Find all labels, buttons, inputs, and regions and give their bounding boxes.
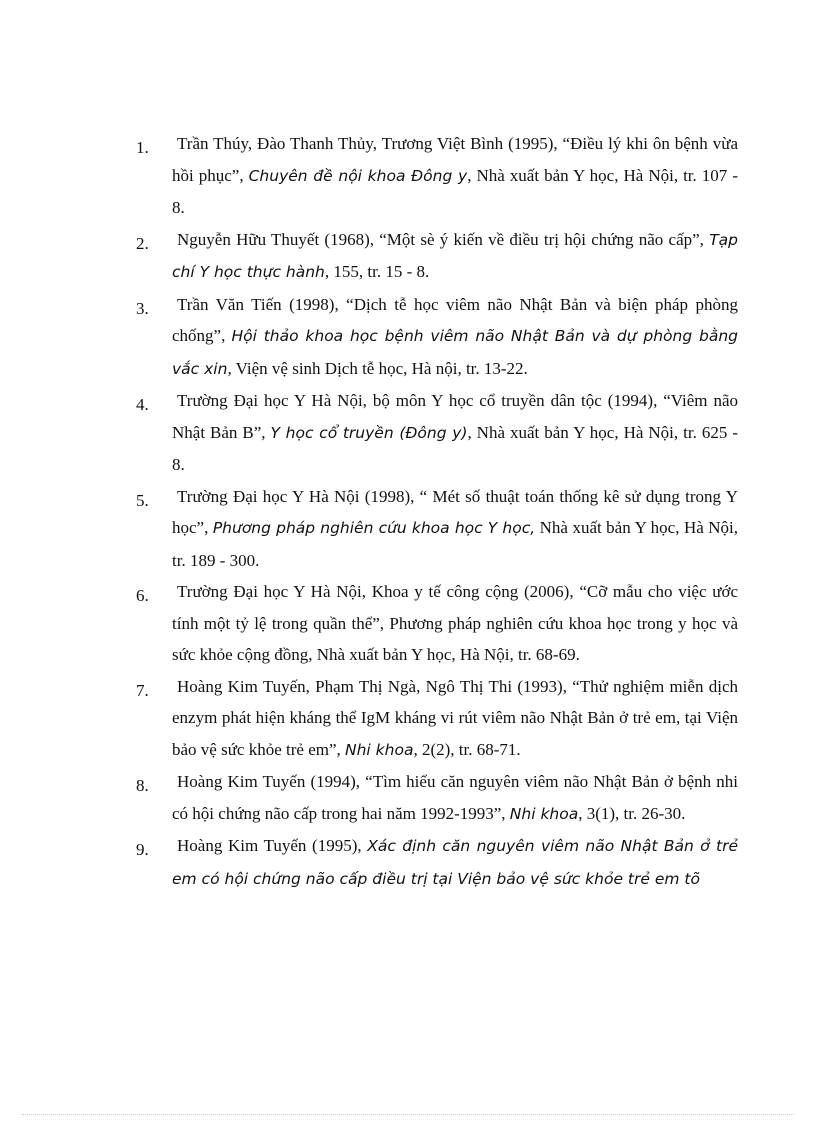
reference-text-segment: Trường Đại học Y Hà Nội, Khoa y tế công cộng (2006), “Cỡ mẫu cho việc ước tính một tỷ lệ trong quần thể”, Phương pháp nghiên cứu khoa học trong y học và sức khỏe cộng đồng, Nhà xuất bản Y học, Hà Nội, tr. 68-69. bbox=[172, 582, 738, 664]
reference-source-title: Phương pháp nghiên cứu khoa học Y học, bbox=[212, 519, 536, 537]
reference-text bbox=[172, 289, 738, 386]
reference-number: 4. bbox=[136, 395, 149, 414]
reference-text-segment: Nguyễn Hữu Thuyết (1968), “Một sè ý kiến về điều trị hội chứng não cấp”, bbox=[177, 229, 710, 249]
reference-item bbox=[0, 671, 738, 767]
reference-item bbox=[0, 385, 738, 481]
reference-text-segment: , Viện vệ sinh Dịch tễ học, Hà nội, tr. 13-22. bbox=[227, 358, 528, 378]
page-bottom-rule bbox=[22, 1114, 794, 1115]
reference-text bbox=[172, 481, 738, 577]
reference-text-segment: Trường Đại học Y Hà Nội, bộ môn Y học cổ truyền dân tộc (1994), “Viêm não Nhật Bản B”, bbox=[172, 391, 738, 442]
reference-text bbox=[172, 128, 738, 224]
reference-number: 1. bbox=[136, 138, 149, 157]
reference-source-title: Tạp chí Y học thực hành bbox=[172, 230, 738, 281]
reference-text bbox=[172, 385, 738, 481]
reference-text-segment: Hoàng Kim Tuyến (1994), “Tìm hiểu căn nguyên viêm não Nhật Bản ở bệnh nhi có hội chứng não cấp trong hai năm 1992-1993”, bbox=[172, 772, 738, 823]
reference-item bbox=[0, 576, 738, 671]
reference-number: 5. bbox=[136, 490, 149, 510]
reference-text-segment: Nhà xuất bản Y học, Hà Nội, tr. 189 - 300. bbox=[172, 518, 738, 570]
reference-text bbox=[172, 671, 738, 767]
reference-item bbox=[0, 766, 738, 830]
reference-text-segment: Trần Văn Tiến (1998), “Dịch tễ học viêm não Nhật Bản và biện pháp phòng chống”, bbox=[172, 294, 738, 345]
reference-text-segment: Trường Đại học Y Hà Nội (1998), “ Mét số thuật toán thống kê sử dụng trong Y học”, bbox=[172, 486, 738, 537]
reference-source-title: Y học cổ truyền (Đông y) bbox=[270, 423, 468, 442]
reference-item bbox=[0, 224, 738, 289]
reference-text-segment: Hoàng Kim Tuyến (1995), bbox=[177, 836, 368, 855]
reference-item bbox=[0, 830, 738, 895]
reference-text-segment: , Nhà xuất bản Y học, Hà Nội, tr. 107 - 8. bbox=[172, 165, 738, 217]
reference-number: 9. bbox=[136, 840, 149, 859]
reference-source-title: Nhi khoa bbox=[345, 740, 414, 759]
reference-source-title: Xác định căn nguyên viêm não Nhật Bản ở trẻ em có hội chứng não cấp điều trị tại Viện bảo vệ sức khỏe trẻ em tõ bbox=[172, 837, 738, 888]
reference-text-segment: , 155, tr. 15 - 8. bbox=[324, 262, 430, 281]
reference-source-title: Hội thảo khoa học bệnh viêm não Nhật Bản và dự phòng bằng vắc xin bbox=[172, 327, 738, 378]
reference-text bbox=[172, 224, 738, 289]
reference-text-segment: , 2(2), tr. 68-71. bbox=[413, 739, 521, 759]
reference-text bbox=[172, 576, 738, 671]
reference-text-segment: , 3(1), tr. 26-30. bbox=[578, 803, 686, 823]
reference-source-title: Chuyên đề nội khoa Đông y bbox=[248, 166, 468, 185]
reference-text-segment: , Nhà xuất bản Y học, Hà Nội, tr. 625 - 8. bbox=[172, 422, 738, 474]
reference-source-title: Nhi khoa bbox=[509, 804, 579, 823]
reference-item bbox=[0, 481, 738, 577]
reference-number: 6. bbox=[136, 586, 149, 605]
reference-text bbox=[172, 830, 738, 895]
reference-item bbox=[0, 128, 738, 224]
reference-list bbox=[0, 128, 816, 895]
reference-text bbox=[172, 766, 738, 830]
reference-number: 7. bbox=[136, 680, 149, 700]
reference-text-segment: Trần Thúy, Đào Thanh Thủy, Trương Việt Bình (1995), “Điều lý khi ôn bệnh vừa hồi phục”, bbox=[172, 134, 738, 185]
reference-number: 2. bbox=[136, 233, 149, 253]
reference-item bbox=[0, 289, 738, 386]
reference-text-segment: Hoàng Kim Tuyến, Phạm Thị Ngà, Ngô Thị Thi (1993), “Thử nghiệm miễn dịch enzym phát hiện kháng thể IgM kháng vi rút viêm não Nhật Bản ở trẻ em, tại Viện bảo vệ sức khỏe trẻ em”, bbox=[172, 676, 738, 759]
reference-number: 8. bbox=[136, 776, 149, 795]
reference-number: 3. bbox=[136, 298, 149, 318]
